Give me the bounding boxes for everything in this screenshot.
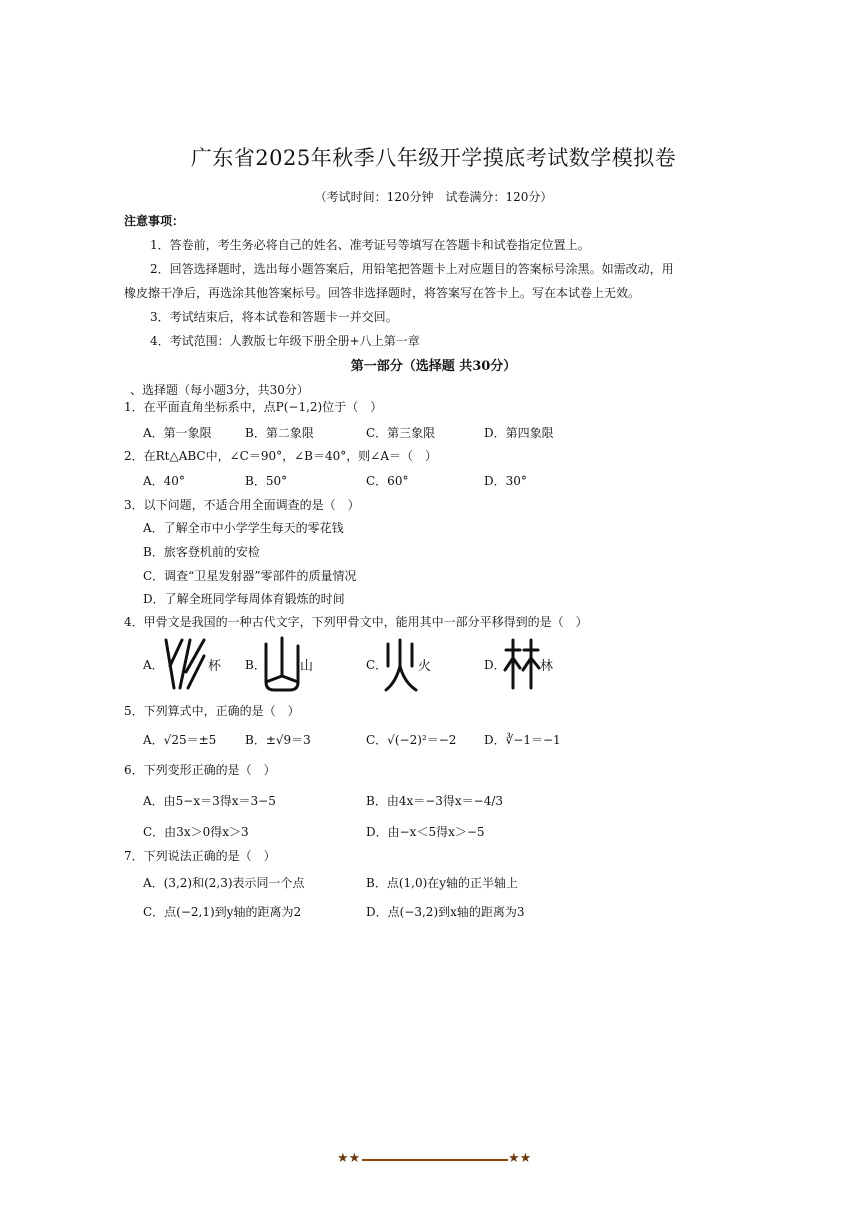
oracle-bone-forest-glyph — [502, 636, 542, 692]
question-stem: 2．在Rt△ABC中，∠C＝90°，∠B＝40°，则∠A＝（ ） — [124, 449, 437, 463]
footer-stars-right: ★★ — [508, 1151, 532, 1166]
option: A．由5−x＝3得x＝3−5 — [143, 794, 276, 808]
option: C．第三象限 — [366, 426, 436, 440]
option: B．50° — [245, 474, 288, 488]
notice-item: 1．答卷前，考生务必将自己的姓名、准考证号等填写在答题卡和试卷指定位置上。 — [150, 238, 590, 252]
question-stem: 1．在平面直角坐标系中，点P(−1,2)位于（ ） — [124, 400, 383, 414]
footer-divider — [362, 1159, 508, 1161]
option: B．点(1,0)在y轴的正半轴上 — [366, 876, 519, 890]
page-title: 广东省2025年秋季八年级开学摸底考试数学模拟卷 — [190, 146, 677, 170]
option: D．30° — [484, 474, 527, 488]
oracle-bone-fire-glyph — [382, 636, 420, 694]
notice-heading: 注意事项： — [124, 214, 185, 228]
option: A．(3,2)和(2,3)表示同一个点 — [143, 876, 305, 890]
notice-item: 2．回答选择题时，选出每小题答案后，用铅笔把答题卡上对应题目的答案标号涂黑。如需改动，用 — [150, 262, 674, 276]
option: C．√(−2)²＝−2 — [366, 733, 457, 747]
notice-item: 橡皮擦干净后，再选涂其他答案标号。回答非选择题时，将答案写在答卡上。写在本试卷上无效。 — [124, 286, 641, 300]
oracle-bone-cup-glyph — [160, 636, 208, 692]
option: D．∛−1＝−1 — [484, 733, 561, 747]
question-stem: 7．下列说法正确的是（ ） — [124, 849, 276, 863]
option: A． — [143, 658, 164, 672]
notice-item: 3．考试结束后，将本试卷和答题卡一并交回。 — [150, 310, 398, 324]
section-intro: 、选择题（每小题3分，共30分） — [130, 383, 309, 397]
character-label: 杯 — [208, 659, 222, 674]
footer-stars-left: ★★ — [337, 1151, 361, 1166]
exam-info: （考试时间：120分钟 试卷满分：120分） — [314, 190, 553, 204]
option: C．由3x＞0得x＞3 — [143, 825, 249, 839]
option: C． — [366, 658, 388, 672]
option: B．第二象限 — [245, 426, 314, 440]
oracle-bone-mountain-glyph — [262, 636, 302, 694]
option: B． — [245, 658, 266, 672]
option: A．第一象限 — [143, 426, 212, 440]
option: C．点(−2,1)到y轴的距离为2 — [143, 905, 302, 919]
option: A．40° — [143, 474, 185, 488]
option: A．√25＝±5 — [143, 733, 217, 747]
option: D．点(−3,2)到x轴的距离为3 — [366, 905, 525, 919]
question-stem: 3．以下问题，不适合用全面调查的是（ ） — [124, 498, 360, 512]
option: B．±√9＝3 — [245, 733, 311, 747]
option: D．了解全班同学每周体育锻炼的时间 — [143, 592, 345, 606]
section-title: 第一部分（选择题 共30分） — [350, 359, 517, 374]
question-stem: 6．下列变形正确的是（ ） — [124, 763, 276, 777]
character-label: 火 — [418, 659, 432, 674]
option: D． — [484, 658, 506, 672]
option: A．了解全市中小学学生每天的零花钱 — [143, 521, 344, 535]
option: D．由−x＜5得x＞−5 — [366, 825, 485, 839]
character-label: 山 — [300, 659, 314, 674]
notice-item: 4．考试范围：人教版七年级下册全册+八上第一章 — [150, 334, 420, 348]
question-stem: 5．下列算式中，正确的是（ ） — [124, 704, 300, 718]
option: B．旅客登机前的安检 — [143, 545, 260, 559]
option: D．第四象限 — [484, 426, 554, 440]
question-stem: 4．甲骨文是我国的一种古代文字，下列甲骨文中，能用其中一部分平移得到的是（ ） — [124, 615, 588, 629]
option: C．调查“卫星发射器”零部件的质量情况 — [143, 569, 357, 583]
option: B．由4x＝−3得x＝−4/3 — [366, 794, 504, 808]
option: C．60° — [366, 474, 409, 488]
character-label: 林 — [540, 659, 554, 674]
